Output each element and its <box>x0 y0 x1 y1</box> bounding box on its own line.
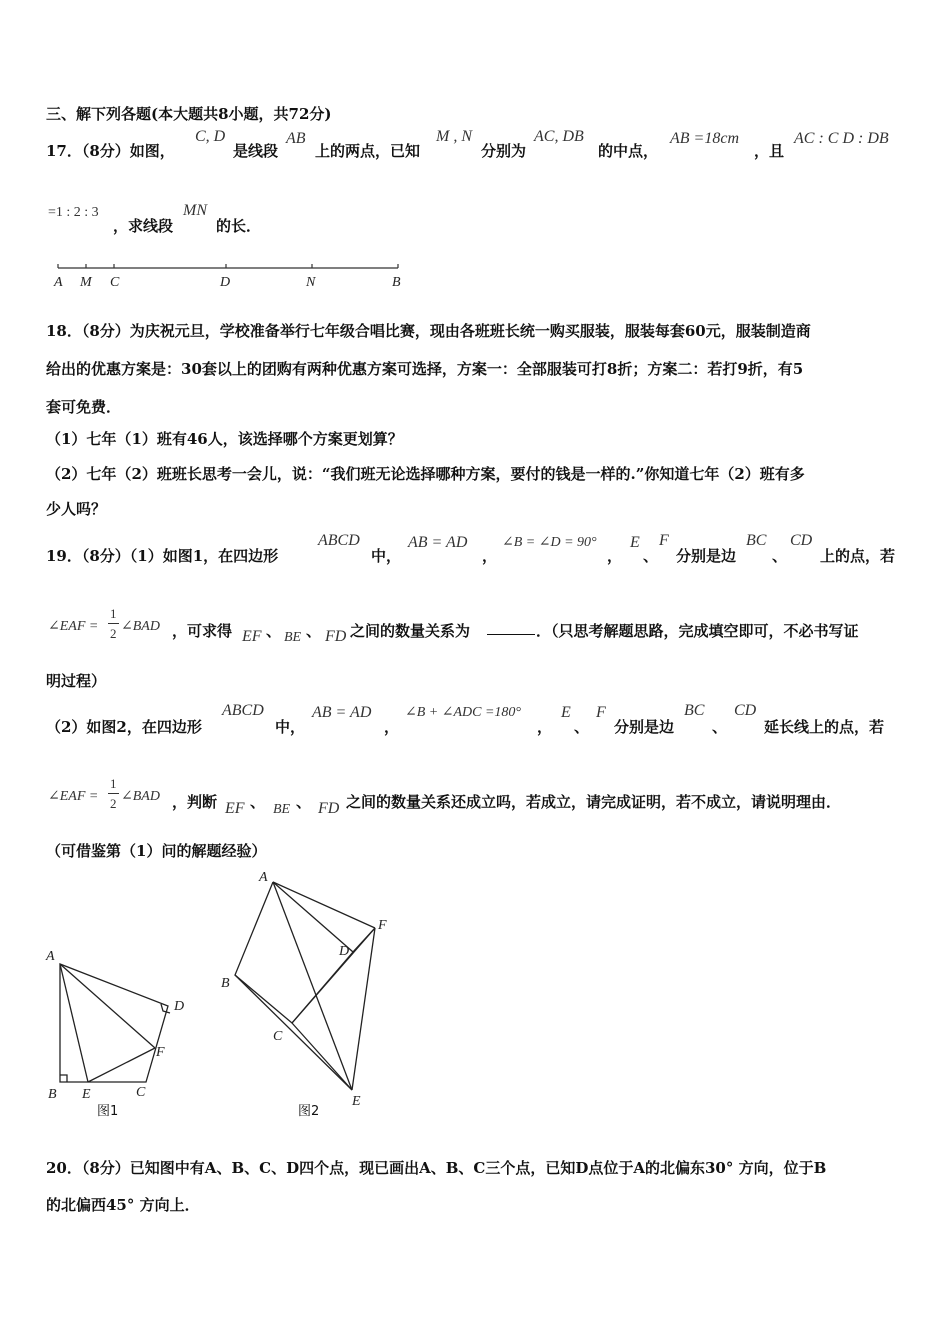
q19-math-fd: FD <box>318 800 340 817</box>
q17-text: 是线段 <box>233 142 279 160</box>
q19-text: 延长线上的点，若 <box>764 718 885 736</box>
q20-line-1: 20．（8分）已知图中有A、B、C、D四个点，现已画出A、B、C三个点，已知D点位于A的北偏东30° 方向，位于B <box>46 1159 827 1177</box>
segment-ae <box>60 964 88 1082</box>
q17-text: ，求线段 <box>113 217 174 235</box>
point-a-label: A <box>54 275 63 290</box>
segment-be <box>235 975 352 1090</box>
q17-text: 分别为 <box>481 142 527 160</box>
label-b: B <box>48 1087 57 1102</box>
q19-text: ，可求得 <box>172 622 233 640</box>
q19-text: 之间的数量关系还成立吗，若成立，请完成证明，若不成立，请说明理由． <box>346 793 842 811</box>
segment-ef <box>88 1048 155 1082</box>
point-n-label: N <box>306 275 316 290</box>
q19-math-f: F <box>596 704 606 721</box>
q17-math-acdb: AC, DB <box>534 128 584 145</box>
q19-math-abcd: ABCD <box>222 702 264 719</box>
q18-line-2: 给出的优惠方案是：30套以上的团购有两种优惠方案可选择，方案一：全部服装可打8折；方案二：若打9折，有5 <box>46 360 804 378</box>
q19-math-be: BE <box>284 630 302 645</box>
q17-math-mn2: MN <box>183 202 207 219</box>
segment-af <box>60 964 155 1048</box>
q20-line-2: 的北偏西45° 方向上． <box>46 1196 200 1214</box>
q19-math-eaf: ∠EAF = <box>48 789 99 804</box>
fraction-bar <box>108 793 119 794</box>
label-e: E <box>352 1094 361 1109</box>
q18-part-1: （1）七年（1）班有46人，该选择哪个方案更划算？ <box>46 430 403 448</box>
q19-math-f: F <box>659 532 669 549</box>
q19-text: 、 <box>306 622 322 640</box>
q19-text: 、 <box>772 547 788 565</box>
q19-text: 分别是边 <box>676 547 737 565</box>
q19-text: ， <box>482 547 498 565</box>
label-d: D <box>339 944 350 959</box>
q19-text: ， <box>537 718 553 736</box>
segment-ae <box>273 882 352 1090</box>
point-d-label: D <box>220 275 231 290</box>
q19-math-be: BE <box>273 802 291 817</box>
q19-text: 、 <box>643 547 659 565</box>
q18-line-3: 套可免费． <box>46 398 122 416</box>
q19-math-bad: ∠BAD <box>121 619 160 634</box>
q18-line-1: 18．（8分）为庆祝元旦，学校准备举行七年级合唱比赛，现由各班班长统一购买服装，服装每套60元，服装制造商 <box>46 322 811 340</box>
right-angle-b <box>60 1075 67 1082</box>
q19-text: 、 <box>250 793 266 811</box>
q19-math-cd: CD <box>734 702 757 719</box>
label-f: F <box>378 918 387 933</box>
q18-part-2-cont: 少人吗？ <box>46 500 107 518</box>
q19-text: 、 <box>712 718 728 736</box>
point-b-label: B <box>392 275 401 290</box>
q17-math-cd: C, D <box>195 128 226 145</box>
q18-part-2: （2）七年（2）班班长思考一会儿，说：“我们班无论选择哪种方案，要付的钱是一样的.”你知道七年（2）班有多 <box>46 465 805 483</box>
label-c: C <box>273 1029 283 1044</box>
q19-math-angle-sum: ∠B + ∠ADC =180° <box>405 705 522 720</box>
q17-math-mn: M , N <box>436 128 472 145</box>
q19-text: 明过程） <box>46 672 107 690</box>
q19-math-abcd: ABCD <box>318 532 360 549</box>
q17-text: ，且 <box>754 142 785 160</box>
q19-number: 19．（8分）（1）如图1，在四边形 <box>46 547 279 565</box>
q19-text: 上的点，若 <box>820 547 896 565</box>
label-d: D <box>174 999 185 1014</box>
q17-text: 的中点， <box>598 142 659 160</box>
label-a: A <box>46 949 55 964</box>
segment-fe <box>352 928 375 1090</box>
q19-part-2: （2）如图2，在四边形 <box>46 718 202 736</box>
q19-text: ．（只思考解题思路，完成填空即可，不必书写证 <box>536 622 859 640</box>
q17-math-ab: AB <box>286 130 306 147</box>
q19-text: 之间的数量关系为 <box>350 622 471 640</box>
label-c: C <box>136 1085 146 1100</box>
q19-hint: （可借鉴第（1）问的解题经验） <box>46 842 267 860</box>
q19-math-ab-ad: AB = AD <box>408 534 468 551</box>
q19-text: ， <box>384 718 400 736</box>
q17-math-length: AB =18cm <box>670 130 739 147</box>
q17-math-ratio: AC : C D : DB <box>794 130 889 147</box>
q19-math-bad: ∠BAD <box>121 789 160 804</box>
q17-segment-figure <box>50 258 410 292</box>
q19-text: 、 <box>574 718 590 736</box>
q19-text: 、 <box>266 622 282 640</box>
q19-math-angles: ∠B = ∠D = 90° <box>502 535 597 550</box>
q19-math-fd: FD <box>325 628 347 645</box>
q19-math-e: E <box>561 704 571 721</box>
fraction-denominator: 2 <box>110 626 117 641</box>
q19-math-ef: EF <box>225 800 245 817</box>
q19-math-ef: EF <box>242 628 262 645</box>
q19-text: 、 <box>296 793 312 811</box>
q19-math-e: E <box>630 534 640 551</box>
q19-figure-2 <box>215 865 405 1110</box>
label-e: E <box>82 1087 91 1102</box>
q17-math-ratio-values: =1 : 2 : 3 <box>48 205 99 220</box>
segment-ce <box>292 1023 352 1090</box>
q19-math-cd: CD <box>790 532 813 549</box>
fraction-denominator: 2 <box>110 796 117 811</box>
point-m-label: M <box>80 275 92 290</box>
q19-text: ， <box>607 547 623 565</box>
q19-figure-1 <box>40 940 200 1110</box>
quadrilateral-abcd <box>60 964 168 1082</box>
fraction-numerator: 1 <box>110 606 117 621</box>
q17-number: 17．（8分）如图， <box>46 142 175 160</box>
q17-text: 上的两点，已知 <box>315 142 421 160</box>
label-f: F <box>156 1045 165 1060</box>
q19-math-bc: BC <box>746 532 767 549</box>
figure-2-caption: 图2 <box>298 1104 320 1119</box>
q19-text: 中， <box>371 547 402 565</box>
label-a: A <box>259 870 268 885</box>
q19-text: ，判断 <box>172 793 218 811</box>
q19-math-ab-ad: AB = AD <box>312 704 372 721</box>
segment-cf <box>292 928 375 1023</box>
answer-blank <box>487 620 535 635</box>
quadrilateral-abcd <box>235 882 353 1023</box>
fraction-bar <box>108 623 119 624</box>
q19-math-bc: BC <box>684 702 705 719</box>
q19-text: 分别是边 <box>614 718 675 736</box>
q19-text: 中， <box>275 718 306 736</box>
section-title: 三、解下列各题(本大题共8小题，共72分) <box>46 105 332 123</box>
fraction-numerator: 1 <box>110 776 117 791</box>
label-b: B <box>221 976 230 991</box>
figure-1-caption: 图1 <box>97 1104 119 1119</box>
q19-math-eaf: ∠EAF = <box>48 619 99 634</box>
point-c-label: C <box>110 275 120 290</box>
q17-text: 的长． <box>216 217 262 235</box>
